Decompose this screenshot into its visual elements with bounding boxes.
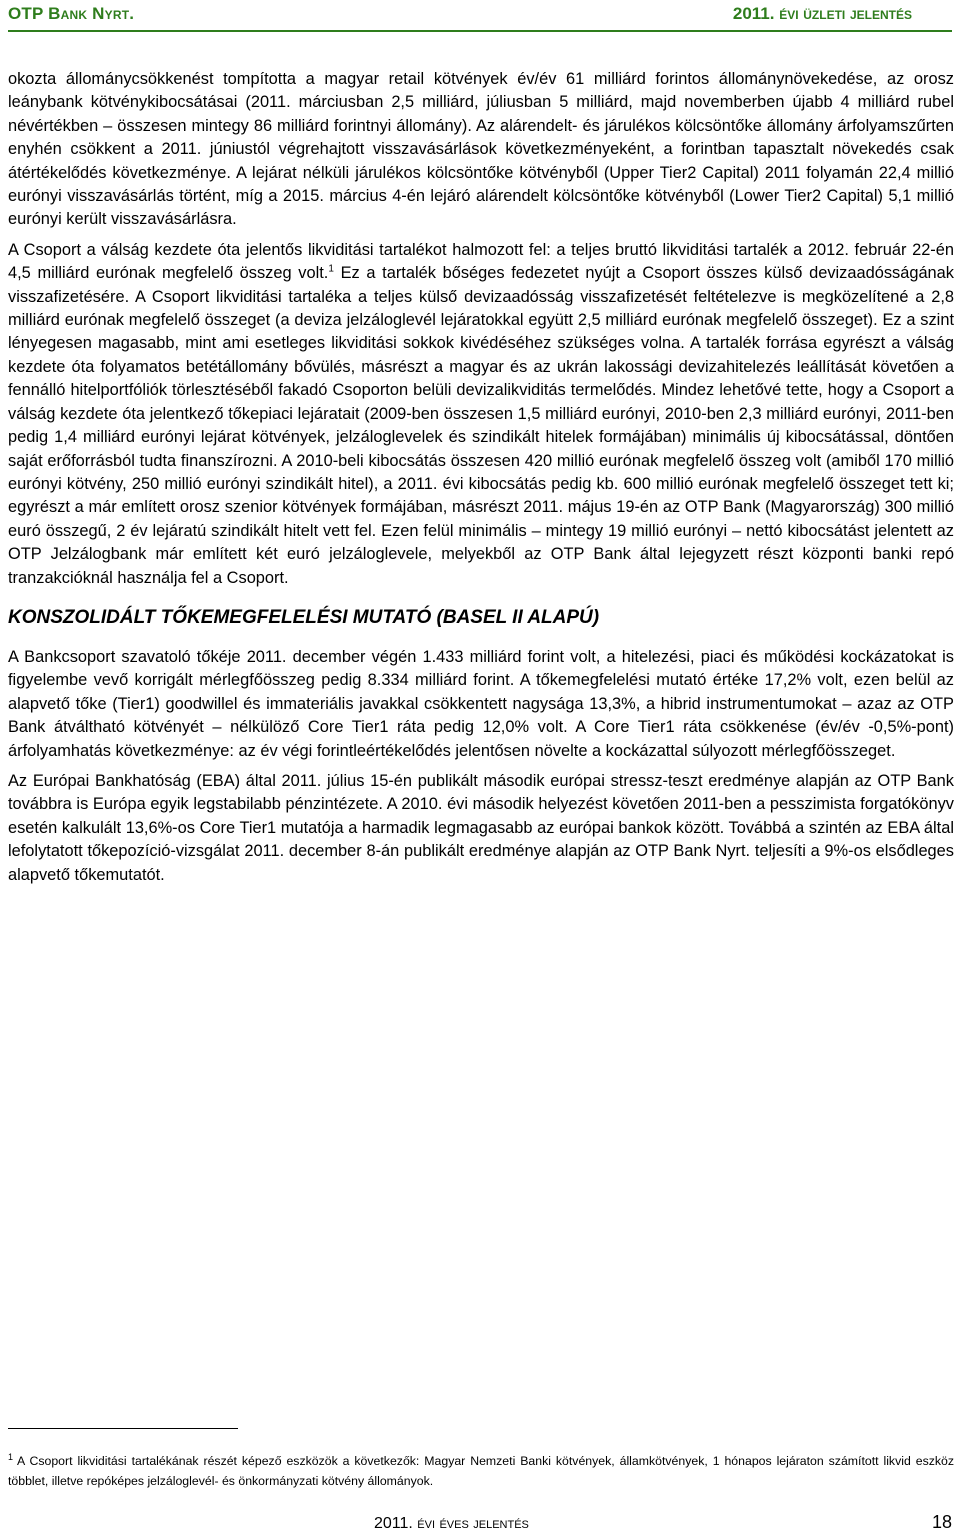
page-content — [8, 68, 954, 894]
paragraph-liquidity-reserve-part1: A Csoport a válság kezdete óta jelentős likviditási tartalékot halmozott fel: a teljes bruttó likviditási tartalék a 2012. február 22-én 4,5 milliárd eurónak megfelelő összeg volt. — [8, 240, 954, 283]
footnote-divider — [8, 1428, 238, 1429]
page-number: 18 — [931, 1512, 952, 1532]
section-heading-capital-adequacy: KONSZOLIDÁLT TŐKEMEGFELELÉSI MUTATÓ (BASEL II ALAPÚ) — [8, 606, 600, 628]
footnote-reference[interactable]: 1 — [328, 263, 334, 275]
footer-report-title: 2011. évi éves jelentés — [374, 1515, 529, 1532]
header-company-name: OTP Bank Nyrt. — [8, 4, 135, 23]
paragraph-bond-repurchase: okozta állománycsökkenést tompította a magyar retail kötvények év/év 61 milliárd forintos állománynövekedése, az orosz leánybank kötvénykibocsátásai (2011. márciusban 2,5 milliárd, júliusban 5 milliárd, majd novemberben újabb 4 milliárd rubel névértékben – összesen mintegy 86 milliárd forintnyi állomány). Az alárendelt- és járulékos kölcsöntőke állomány árfolyamszűrten enyhén csökkent a 2011. júniustól végrehajtott visszavásárlások következményeként, a forintban tapasztalt növekedés csak átértékelődés következménye. A lejárat nélküli járulékos kölcsöntőke kötvényből (Upper Tier2 Capital) 2011 folyamán 22,4 millió eurónyi visszavásárlás történt, míg a 2015. március 4-én lejáró alárendelt kölcsöntőke kötvényből (Lower Tier2 Capital) 5,1 millió eurónyi került visszavásárlásra. — [8, 70, 954, 229]
paragraph-eba-stress-test: Az Európai Bankhatóság (EBA) által 2011. július 15-én publikált második európai stressz-teszt eredménye alapján az OTP Bank továbbra is Európa egyik legstabilabb pénzintézete. A 2010. évi második helyezést követően 2011-ben a pesszimista forgatókönyv esetén kalkulált 13,6%-os Core Tier1 mutatója a harmadik legmagasabb az európai bankok között. Továbbá a szintén az EBA által lefolytatott tőkepozíció-vizsgálat 2011. december 8-án publikált eredménye alapján az OTP Bank Nyrt. teljesíti a 9%-os elsődleges alapvető tőkemutatót. — [8, 771, 954, 884]
page-footer — [0, 1512, 960, 1534]
header-divider — [8, 30, 952, 32]
footnote-text: A Csoport likviditási tartalékának részét képező eszközök a következők: Magyar Nemzeti Banki kötvények, államkötvények, 1 hónapos lejáraton számított likvid eszköz többlet, illetve repóképes jelzáloglevél- és önkormányzati kötvény állományok. — [8, 1454, 954, 1488]
page-header — [0, 0, 960, 30]
paragraph-capital-adequacy: A Bankcsoport szavatoló tőkéje 2011. december végén 1.433 milliárd forint volt, a hitelezési, piaci és működési kockázatokat is figyelembe vevő korrigált mérlegfőösszeg pedig 8.334 milliárd forint. A tőkemegfelelési mutató értéke 17,2% volt, ezen belül az alapvető tőke (Tier1) goodwillel és immateriális javakkal csökkentett nagysága 13,3%, a hibrid instrumentumokat – azaz az OTP Bank átváltható kötvényét – nélkülöző Core Tier1 ráta pedig 12,0% volt. A Core Tier1 ráta csökkenése (év/év -0,5%-pont) árfolyamhatás következménye: az év végi forintleértékelődés jelentősen növelte a kockázattal súlyozott mérlegfőösszeget. — [8, 647, 954, 760]
header-report-title: 2011. évi üzleti jelentés — [732, 4, 912, 23]
paragraph-liquidity-reserve — [8, 239, 954, 590]
footnote-number: 1 — [8, 1451, 14, 1462]
paragraph-liquidity-reserve-part2: Ez a tartalék bőséges fedezetet nyújt a Csoport összes külső devizaadósságának visszafizetésére. A Csoport likviditási tartaléka a teljes külső devizaadósság visszafizetését feltételezve is megközelítené a 2,8 milliárd eurónak megfelelő összeget (a deviza jelzáloglevél lejáratokkal együtt 2,5 milliárd eurónak megfelelő összeget). Ez a szint lényegesen magasabb, mint ami esetleges likviditási sokkok kivédéséhez szükséges volna. A tartalék forrása egyrészt a válság kezdete óta folyamatos betétállomány bővülés, másrészt a magyar és az ukrán lakossági devizahitelezés leállítását követően a fennálló hitelportfóliók törlesztéséből fakadó Csoporton belüli devizalikviditás termelődés. Mindez lehetővé tette, hogy a Csoport a válság kezdete óta jelentkező tőkepiaci lejáratait (2009-ben összesen 1,5 milliárd eurónyi, 2010-ben 2,3 milliárd eurónyi, 2011-ben pedig 1,4 milliárd eurónyi lejárat kötvények, jelzáloglevelek és szindikált hitelek formájában) minimális új kibocsátással, döntően saját erőforrásból tudta finanszírozni. A 2010-beli kibocsátás összesen 420 millió eurónak megfelelő összeg volt (amiből 170 millió eurónyi kötvény, 250 millió eurónyi szindikált hitel), a 2011. évi kibocsátás pedig kb. 600 millió eurónak megfelelő összeget tett ki; egyrészt a már említett orosz szenior kötvények formájában, másrészt 2011. május 19-én az OTP Bank (Magyarország) 300 millió euró összegű, 2 év lejáratú szindikált hitelt vett fel. Ezen felül minimális – mintegy 19 millió eurónyi – nettó kibocsátást jelentett az OTP Jelzálogbank már említett két euró jelzáloglevele, melyekből az OTP Bank által lejegyzett részt központi banki repó tranzakcióknál használja fel a Csoport. — [8, 264, 954, 587]
footnote — [8, 1451, 954, 1491]
